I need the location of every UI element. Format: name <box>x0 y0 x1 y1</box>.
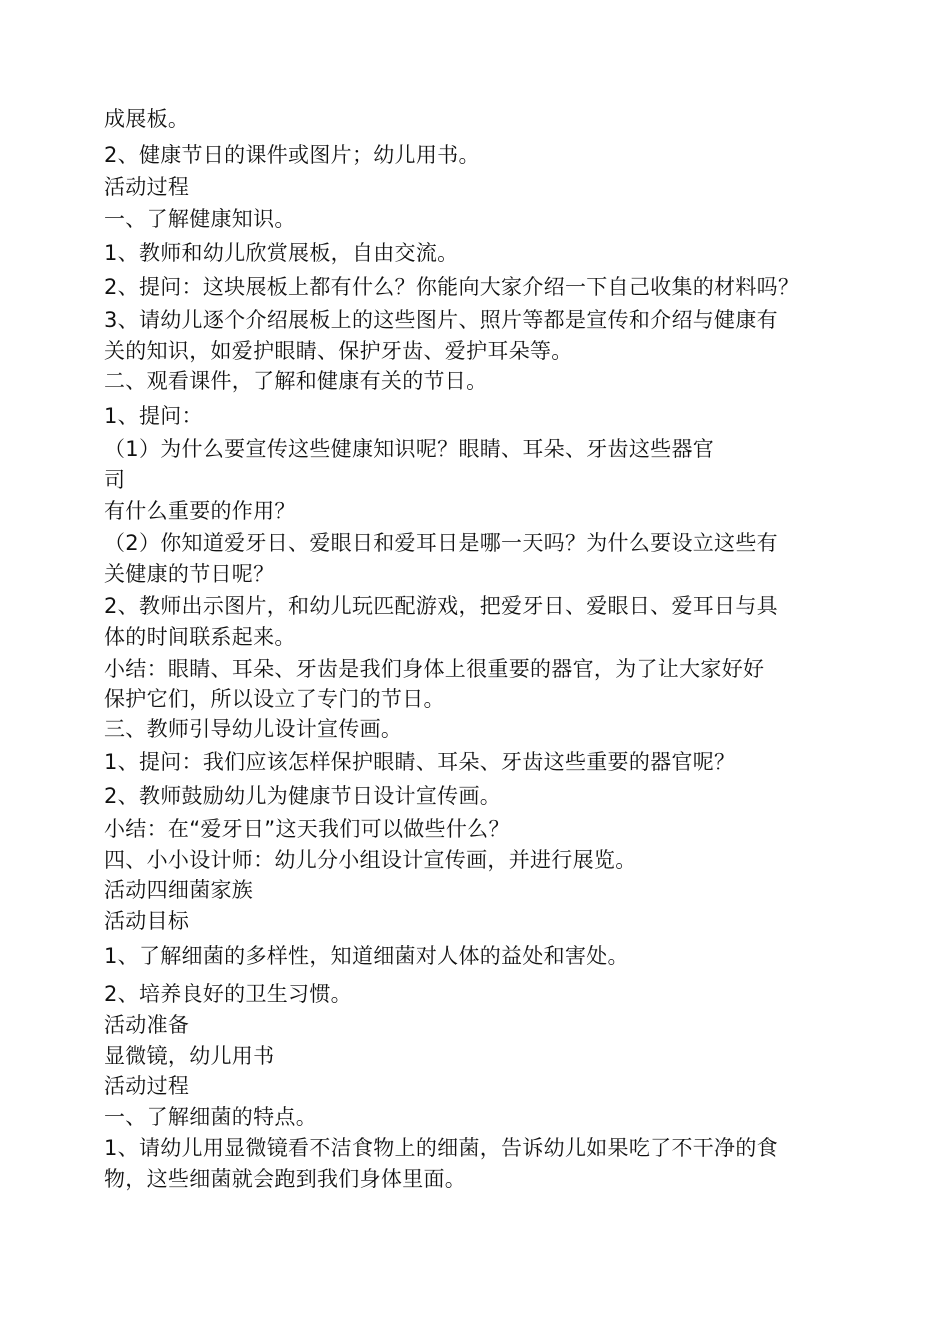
text-line: 1、请幼儿用显微镜看不洁食物上的细菌，告诉幼儿如果吃了不干净的食 <box>104 1136 778 1160</box>
text-line: 二、观看课件，了解和健康有关的节日。 <box>104 369 488 393</box>
text-line: 2、提问：这块展板上都有什么？你能向大家介绍一下自己收集的材料吗？ <box>104 275 800 299</box>
text-line: 关健康的节日呢？ <box>104 562 275 586</box>
text-line: 关的知识，如爱护眼睛、保护牙齿、爱护耳朵等。 <box>104 339 573 363</box>
text-line: 显微镜，幼儿用书 <box>104 1044 275 1068</box>
text-line: 小结：在“爱牙日”这天我们可以做些什么？ <box>104 817 510 841</box>
text-line: 物，这些细菌就会跑到我们身体里面。 <box>104 1167 467 1191</box>
text-line: 一、了解健康知识。 <box>104 207 296 231</box>
text-line: 成展板。 <box>104 107 190 131</box>
text-line: 有什么重要的作用？ <box>104 499 296 523</box>
text-line: 1、提问： <box>104 404 203 428</box>
text-line: 2、教师鼓励幼儿为健康节日设计宣传画。 <box>104 784 502 808</box>
text-line: 1、提问：我们应该怎样保护眼睛、耳朵、牙齿这些重要的器官呢？ <box>104 750 736 774</box>
text-line: 小结：眼睛、耳朵、牙齿是我们身体上很重要的器官，为了让大家好好 <box>104 657 765 681</box>
section-heading: 活动四细菌家族 <box>104 878 254 902</box>
text-line: 四、小小设计师：幼儿分小组设计宣传画，并进行展览。 <box>104 848 637 872</box>
text-line: 体的时间联系起来。 <box>104 625 296 649</box>
section-heading: 活动准备 <box>104 1013 190 1037</box>
text-line: 2、健康节日的课件或图片；幼儿用书。 <box>104 143 480 167</box>
text-line: 三、教师引导幼儿设计宣传画。 <box>104 717 403 741</box>
text-line: 一、了解细菌的特点。 <box>104 1105 317 1129</box>
text-line: 1、了解细菌的多样性，知道细菌对人体的益处和害处。 <box>104 944 629 968</box>
text-line: 1、教师和幼儿欣赏展板，自由交流。 <box>104 241 459 265</box>
section-heading: 活动过程 <box>104 1074 190 1098</box>
text-line: 保护它们，所以设立了专门的节日。 <box>104 687 445 711</box>
text-line: （1）为什么要宣传这些健康知识呢？眼睛、耳朵、牙齿这些器官 <box>104 437 715 461</box>
text-line: （2）你知道爱牙日、爱眼日和爱耳日是哪一天吗？为什么要设立这些有 <box>104 531 778 555</box>
text-line: 2、教师出示图片，和幼儿玩匹配游戏，把爱牙日、爱眼日、爱耳日与具 <box>104 594 778 618</box>
text-line: 司 <box>104 468 126 492</box>
text-line: 3、请幼儿逐个介绍展板上的这些图片、照片等都是宣传和介绍与健康有 <box>104 308 778 332</box>
section-heading: 活动过程 <box>104 175 190 199</box>
section-heading: 活动目标 <box>104 909 190 933</box>
text-line: 2、培养良好的卫生习惯。 <box>104 982 352 1006</box>
